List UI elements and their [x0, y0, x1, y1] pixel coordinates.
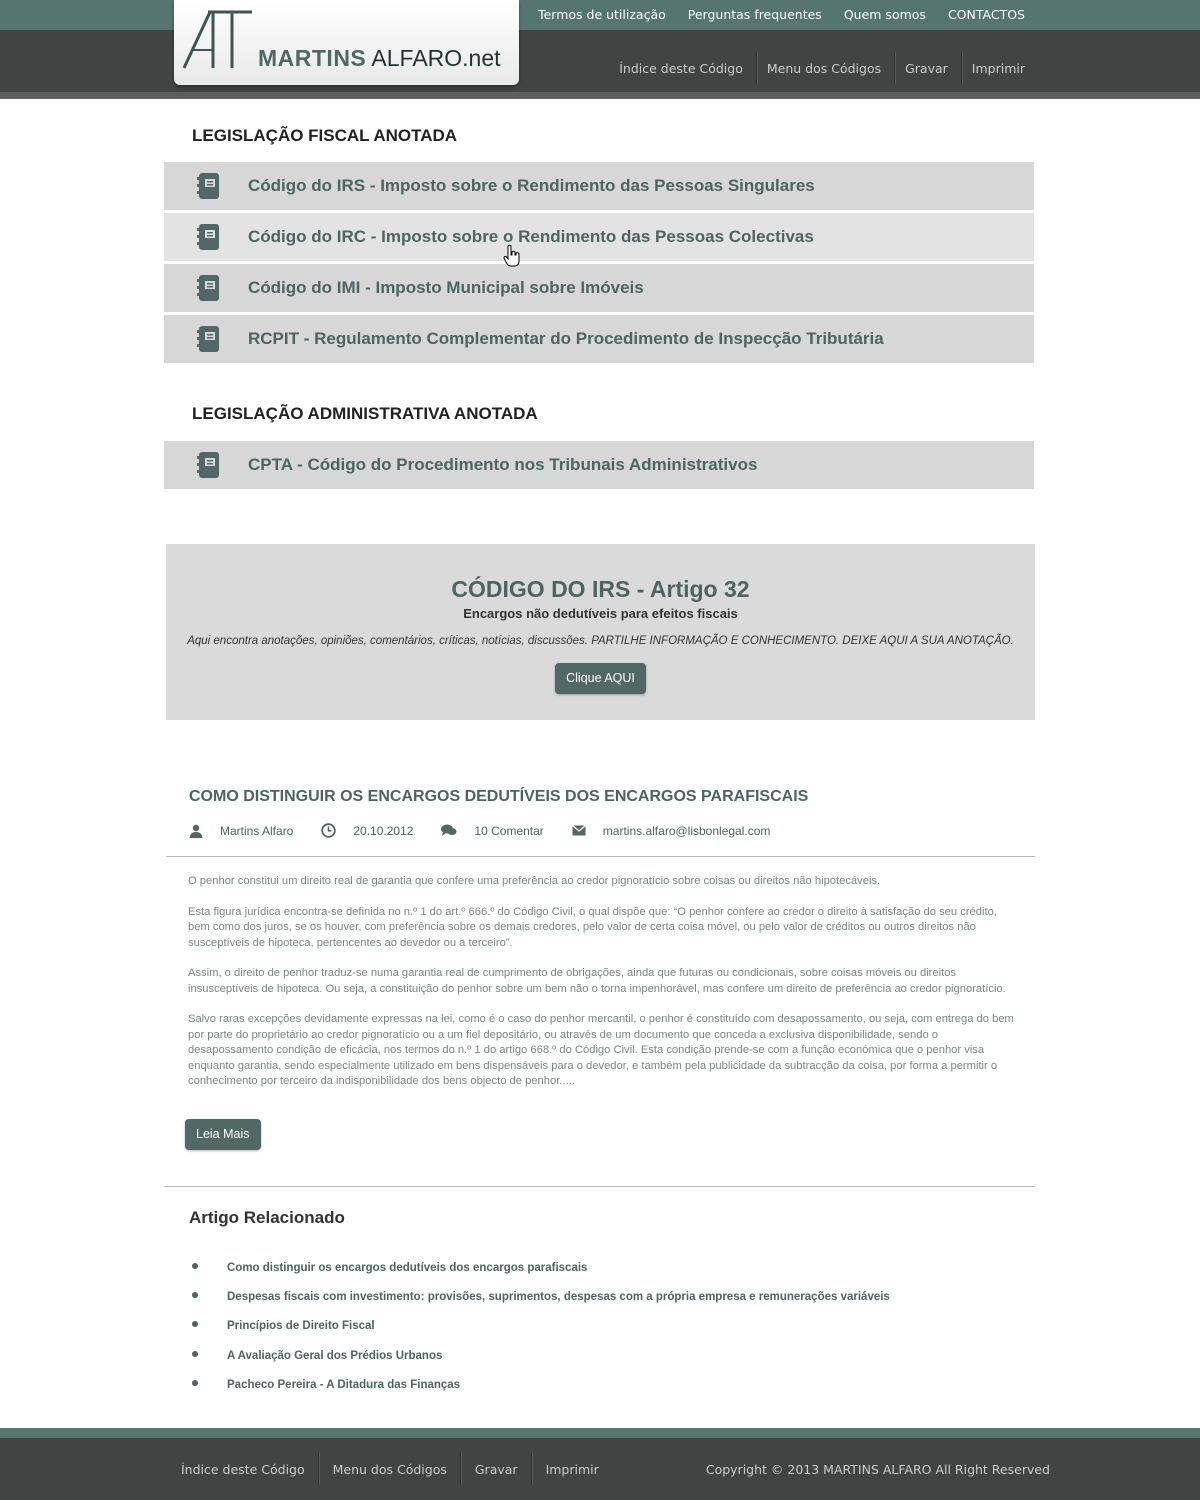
divider	[164, 1186, 1035, 1187]
fiscal-section-title: LEGISLAÇÃO FISCAL ANOTADA	[192, 126, 458, 145]
author-name: Martins Alfaro	[220, 823, 294, 838]
top-links	[516, 7, 1025, 22]
copyright-text: Copyright © 2013 MARTINS ALFARO All Right Reserved	[705, 1462, 1050, 1477]
article-paragraph: O penhor constitui um direito real de garantia que confere uma preferência ao credor pignoratício sobre coisas ou direitos não hipotecáveis.	[188, 875, 881, 887]
code-item-label: Código do IRS - Imposto sobre o Rendimento das Pessoas Singulares	[248, 176, 815, 195]
related-item[interactable]	[189, 1282, 890, 1311]
code-item-label: CPTA - Código do Procedimento nos Tribunais Administrativos	[248, 455, 758, 474]
link-terms[interactable]: Termos de utilização	[538, 7, 666, 22]
related-title: Artigo Relacionado	[189, 1208, 345, 1227]
related-item[interactable]	[189, 1370, 890, 1399]
bullet-icon	[192, 1351, 198, 1357]
code-item-irs[interactable]	[164, 162, 1034, 210]
link-faq[interactable]: Perguntas frequentes	[687, 7, 822, 22]
code-item-label: Código do IMI - Imposto Municipal sobre Imóveis	[248, 278, 644, 297]
bullet-icon	[192, 1292, 198, 1298]
clock-icon	[321, 823, 336, 838]
nav-divider	[894, 52, 896, 84]
code-item-cpta[interactable]	[164, 441, 1034, 489]
read-more-button[interactable]: Leia Mais	[185, 1119, 261, 1150]
article-meta	[189, 823, 798, 838]
hand-cursor-icon	[503, 244, 521, 268]
admin-code-list	[164, 441, 1034, 492]
meta-comments[interactable]	[441, 824, 543, 838]
code-item-label: RCPIT - Regulamento Complementar do Procedimento de Inspecção Tributária	[248, 329, 884, 348]
nav-divider	[318, 1453, 320, 1485]
code-item-irc[interactable]	[164, 213, 1034, 261]
article-paragraph: Esta figura jurídica encontra-se definida no n.º 1 do art.º 666.º do Código Civil, o qual dispõe que: “O penhor confere ao credor o direito à satisfação do seu crédito, bem como dos juros, se os houver, com preferência sobre os demais credores, pelo valor de certa coisa móvel, ou pelo valor de créditos ou outros direitos não susceptíveis de hipoteca, pertencentes ao devedor ou a terceiro”.	[188, 905, 997, 949]
footer-nav-print[interactable]: Imprimir	[545, 1461, 599, 1477]
logo-text: MARTINS ALFARO.net	[258, 45, 501, 71]
comments-icon	[441, 824, 457, 837]
related-link[interactable]: Pacheco Pereira - A Ditadura das Finanças	[227, 1378, 461, 1391]
related-item[interactable]	[189, 1253, 890, 1282]
notebook-icon	[196, 325, 220, 357]
related-list	[189, 1253, 890, 1399]
related-link[interactable]: Princípios de Direito Fiscal	[227, 1320, 375, 1333]
code-item-imi[interactable]	[164, 264, 1034, 312]
notebook-icon	[196, 172, 220, 204]
comments-count: 10 Comentar	[474, 823, 544, 838]
code-item-label: Código do IRC - Imposto sobre o Rendimento das Pessoas Colectivas	[248, 227, 814, 246]
nav-save[interactable]: Gravar	[905, 60, 948, 76]
meta-author	[189, 824, 293, 838]
footer-nav-save[interactable]: Gravar	[474, 1461, 518, 1477]
footer-stripe	[0, 1428, 1200, 1438]
article-paragraph: Salvo raras excepções devidamente expressas na lei, como é o caso do penhor mercantil, o penhor é constituído com desapossamento, ou seja, com entrega do bem por parte do proprietário ao credor pignoratício ou a um fiel depositário, ou através de um documento que conceda a exclusiva disponibilidade, sendo o desapossamento condição de eficácia, nos termos do n.º 1 do artigo 668.º do Código Civil. Esta condição prende-se com a função económica que o penhor visa enquanto garantia, sendo especialmente utilizado em bens dispensáveis para o devedor, e também pela publicidade da subtracção da coisa, por forma a permitir o conhecimento por terceiro da indisponibilidade dos bens objecto de penhor.....	[188, 1013, 1014, 1087]
nav-divider	[531, 1453, 533, 1485]
promo-title: CÓDIGO DO IRS - Artigo 32	[451, 576, 750, 602]
code-item-rcpit[interactable]	[164, 315, 1034, 363]
footer-nav-index[interactable]: Índice deste Código	[181, 1461, 305, 1477]
admin-section-title: LEGISLAÇÃO ADMINISTRATIVA ANOTADA	[192, 404, 538, 423]
date-text: 20.10.2012	[353, 823, 414, 838]
promo-description: Aqui encontra anotações, opiniões, comentários, críticas, notícias, discussões. PARTILHE INFORMAÇÃO E CONHECIMENTO. DEIXE AQUI A SUA ANOTAÇÃO.	[187, 635, 1014, 647]
site-logo[interactable]	[174, 0, 519, 85]
click-here-button[interactable]: Clique AQUI	[555, 663, 646, 694]
email-text: martins.alfaro@lisbonlegal.com	[602, 823, 771, 838]
related-link[interactable]: Despesas fiscais com investimento: provisões, suprimentos, despesas com a própria empresa e remunerações variáveis	[227, 1290, 890, 1303]
bullet-icon	[192, 1321, 198, 1327]
nav-divider	[961, 52, 963, 84]
divider	[166, 856, 1035, 857]
promo-subtitle: Encargos não dedutíveis para efeitos fiscais	[463, 606, 738, 621]
bullet-icon	[192, 1380, 198, 1386]
nav-print[interactable]: Imprimir	[971, 60, 1025, 76]
meta-email[interactable]	[572, 824, 771, 838]
main-nav	[619, 52, 1025, 84]
nav-divider	[756, 52, 758, 84]
nav-divider	[460, 1453, 462, 1485]
notebook-icon	[196, 451, 220, 483]
footer-nav	[181, 1446, 599, 1492]
promo-box	[166, 544, 1035, 720]
related-link[interactable]: Como distinguir os encargos dedutíveis dos encargos parafiscais	[227, 1261, 588, 1274]
envelope-icon	[572, 825, 586, 836]
logo-mark-icon	[180, 8, 256, 72]
article-body	[188, 874, 1018, 1105]
article-paragraph: Assim, o direito de penhor traduz-se numa garantia real de cumprimento de obrigações, ainda que futuras ou condicionais, sobre coisas móveis ou direitos insusceptíveis de hipoteca. Ou seja, a constituição do penhor sobre um bem não o torna impenhorável, mas confere um direito de preferência ao credor pignoratício.	[188, 967, 1006, 995]
article-title[interactable]: COMO DISTINGUIR OS ENCARGOS DEDUTÍVEIS DOS ENCARGOS PARAFISCAIS	[189, 788, 809, 805]
fiscal-code-list	[164, 162, 1034, 366]
link-contacts[interactable]: CONTACTOS	[947, 7, 1025, 22]
link-about[interactable]: Quem somos	[843, 7, 926, 22]
bullet-icon	[192, 1263, 198, 1269]
related-link[interactable]: A Avaliação Geral dos Prédios Urbanos	[227, 1349, 443, 1362]
related-item[interactable]	[189, 1341, 890, 1370]
nav-codes-menu[interactable]: Menu dos Códigos	[766, 60, 882, 76]
notebook-icon	[196, 223, 220, 255]
related-item[interactable]	[189, 1312, 890, 1341]
nav-index[interactable]: Índice deste Código	[619, 60, 743, 76]
nav-stripe	[0, 92, 1200, 99]
meta-date	[321, 823, 413, 838]
user-icon	[189, 824, 203, 838]
footer-nav-codes-menu[interactable]: Menu dos Códigos	[332, 1461, 447, 1477]
notebook-icon	[196, 274, 220, 306]
